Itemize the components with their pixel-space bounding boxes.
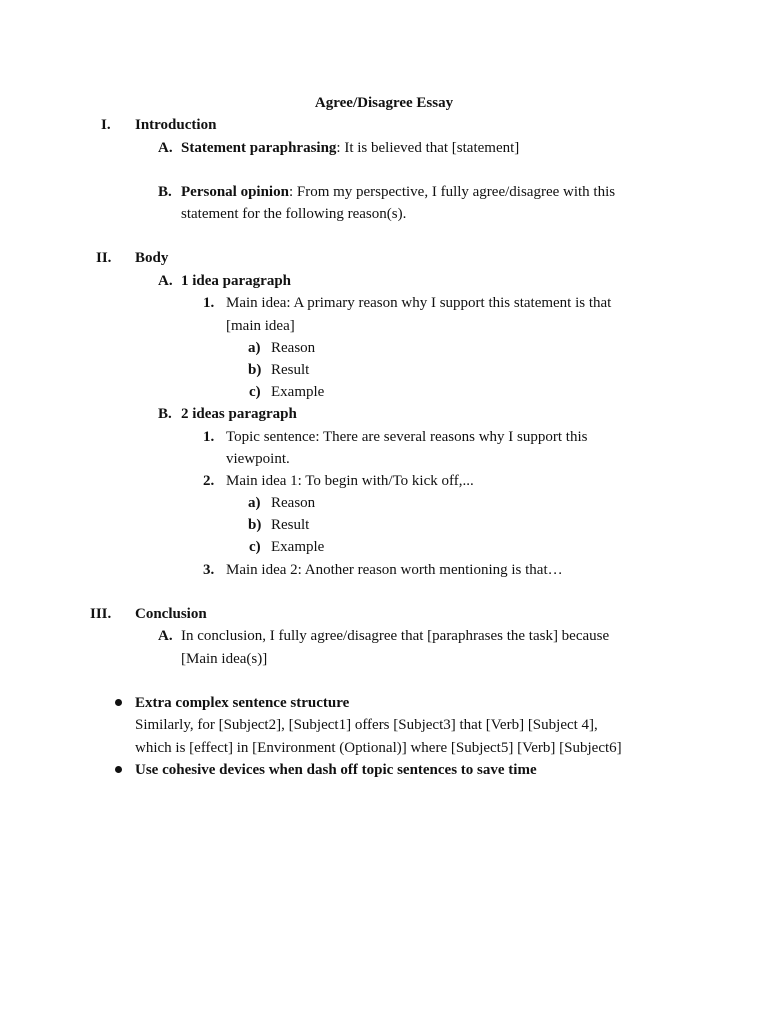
body-b2-sub-marker: c) (249, 539, 261, 555)
body-b2-text: Main idea 1: To begin with/To kick off,... (226, 473, 474, 489)
body-a1-marker: 1. (203, 295, 215, 311)
bullet-icon (115, 699, 122, 706)
body-b3-text: Main idea 2: Another reason worth mentioning is that… (226, 562, 563, 578)
section-heading-body: Body (135, 250, 169, 266)
bullet-body-line: Similarly, for [Subject2], [Subject1] offers [Subject3] that [Verb] [Subject 4], (135, 717, 598, 733)
conclusion-a-marker: A. (158, 628, 173, 644)
intro-b-label: Personal opinion (181, 184, 289, 200)
intro-a-text: : It is believed that [statement] (336, 140, 520, 156)
bullet-heading-complex-structure: Extra complex sentence structure (135, 695, 350, 711)
intro-b-text: : From my perspective, I fully agree/disagree with this (288, 184, 616, 200)
body-a-label: 1 idea paragraph (181, 273, 292, 289)
body-b2-sub-text: Example (271, 539, 325, 555)
bullet-body-line: which is [effect] in [Environment (Optional)] where [Subject5] [Verb] [Subject6] (135, 740, 622, 756)
intro-b-text-continued: statement for the following reason(s). (181, 206, 407, 222)
body-a1-sub-text: Result (271, 362, 310, 378)
body-a1-sub-text: Reason (271, 340, 316, 356)
intro-b-line (181, 181, 615, 203)
body-b1-marker: 1. (203, 429, 215, 445)
body-b2-sub-marker: a) (248, 495, 261, 511)
bullet-heading-cohesive-devices: Use cohesive devices when dash off topic sentences to save time (135, 762, 537, 778)
intro-b-marker: B. (158, 184, 172, 200)
intro-a-line (181, 137, 519, 159)
body-a1-text: Main idea: A primary reason why I support this statement is that (226, 295, 612, 311)
body-b1-text-continued: viewpoint. (226, 451, 290, 467)
section-heading-introduction: Introduction (135, 117, 217, 133)
conclusion-a-text-continued: [Main idea(s)] (181, 651, 268, 667)
section-numeral-conclusion: III. (90, 606, 112, 622)
body-b2-sub-text: Reason (271, 495, 316, 511)
intro-a-label: Statement paraphrasing (181, 140, 337, 156)
section-heading-conclusion: Conclusion (135, 606, 207, 622)
body-b-label: 2 ideas paragraph (181, 406, 297, 422)
section-numeral-introduction: I. (101, 117, 111, 133)
body-b2-sub-marker: b) (248, 517, 262, 533)
body-b2-marker: 2. (203, 473, 215, 489)
body-b-marker: B. (158, 406, 172, 422)
bullet-icon (115, 766, 122, 773)
body-b3-marker: 3. (203, 562, 215, 578)
body-b2-sub-text: Result (271, 517, 310, 533)
section-numeral-body: II. (96, 250, 112, 266)
body-a1-sub-marker: c) (249, 384, 261, 400)
document-title: Agree/Disagree Essay (314, 95, 454, 111)
body-a1-sub-text: Example (271, 384, 325, 400)
body-a1-sub-marker: b) (248, 362, 262, 378)
body-b1-text: Topic sentence: There are several reasons why I support this (226, 429, 588, 445)
conclusion-a-text: In conclusion, I fully agree/disagree that [paraphrases the task] because (181, 628, 610, 644)
intro-a-marker: A. (158, 140, 173, 156)
body-a1-text-continued: [main idea] (226, 318, 295, 334)
body-a1-sub-marker: a) (248, 340, 261, 356)
body-a-marker: A. (158, 273, 173, 289)
